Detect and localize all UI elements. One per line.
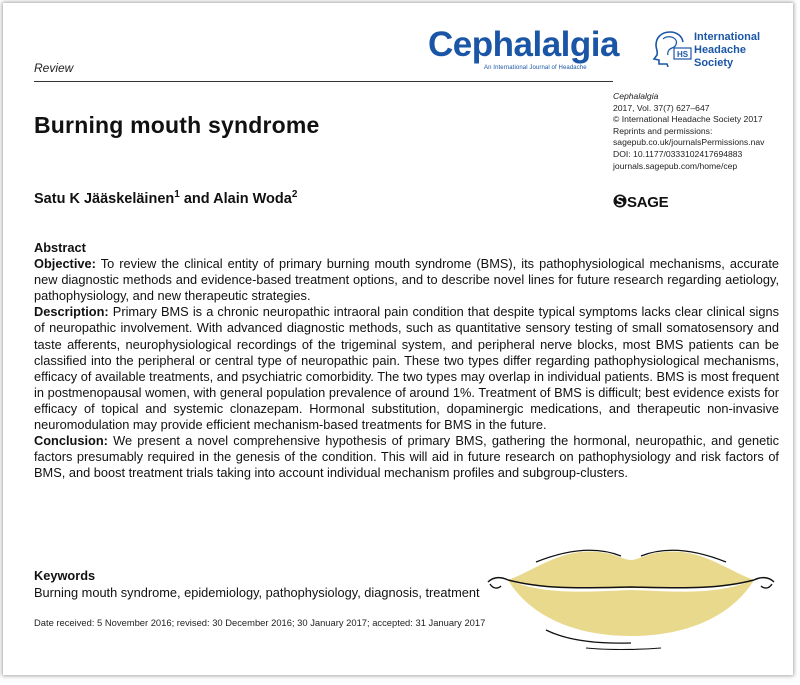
keywords-section: [34, 568, 480, 601]
abstract-heading: Abstract: [34, 240, 86, 255]
meta-volume: 2017, Vol. 37(7) 627–647: [613, 102, 710, 113]
society-line-2: Headache Society: [694, 44, 746, 69]
meta-reprints-label: Reprints and permissions:: [613, 125, 713, 136]
abstract-conclusion: [34, 433, 779, 481]
conclusion-label: Conclusion:: [34, 433, 108, 449]
lips-illustration: [486, 540, 776, 650]
journal-logo-tagline: An International Journal of Headache: [484, 65, 587, 71]
headache-society-name: [694, 31, 788, 70]
article-title: Burning mouth syndrome: [34, 112, 320, 138]
description-label: Description:: [34, 304, 109, 320]
author-name: Satu K Jääskeläinen: [34, 191, 175, 207]
society-line-1: International: [694, 31, 761, 43]
author-joiner: and: [183, 191, 210, 207]
meta-doi[interactable]: DOI: 10.1177/0333102417694883: [613, 148, 743, 159]
meta-copyright: © International Headache Society 2017: [613, 114, 763, 125]
keywords-heading: Keywords: [34, 568, 96, 583]
headache-society-logo-icon: [650, 29, 692, 67]
objective-label: Objective:: [34, 256, 96, 272]
meta-reprints-link[interactable]: sagepub.co.uk/journalsPermissions.nav: [613, 137, 765, 148]
author-affiliation: 2: [291, 189, 298, 200]
article-page: [3, 3, 793, 675]
author-list: [34, 191, 297, 207]
journal-logo-wordmark: Cephalalgia: [428, 25, 619, 64]
author-name: Alain Woda: [213, 191, 292, 207]
conclusion-text: We present a novel comprehensive hypothesis of primary BMS, gathering the hormonal, neuropathic, and genetic factors presumably required in the genesis of the condition. This will aid in future research on pathophysiology and risk factors of BMS, and boost treatment trials taking into account individual mechanism profiles and subgroup-clusters.: [34, 433, 779, 481]
article-dates: Date received: 5 November 2016; revised: 30 December 2016; 30 January 2017; accepted: 31 January 2017: [34, 617, 486, 628]
sage-logo-icon: [613, 193, 627, 209]
section-label: Review: [34, 61, 74, 75]
meta-homepage-link[interactable]: journals.sagepub.com/home/cep: [613, 160, 738, 171]
author-affiliation: 1: [174, 189, 180, 200]
abstract-objective: [34, 256, 779, 304]
journal-logo: [428, 25, 788, 85]
publisher-name: SAGE: [627, 194, 669, 211]
objective-text: To review the clinical entity of primary burning mouth syndrome (BMS), its pathophysiological mechanisms, accurate new diagnostic methods and evidence-based treatment options, and to describe novel lines for future research regarding aetiology, pathophysiology, and new therapeutic strategies.: [34, 256, 780, 304]
keywords-text: Burning mouth syndrome, epidemiology, pathophysiology, diagnosis, treatment: [34, 584, 480, 600]
svg-text:HS: HS: [676, 50, 689, 59]
description-text: Primary BMS is a chronic neuropathic intraoral pain condition that despite typical symptoms lacks clear clinical signs of neuropathic involvement. With advanced diagnostic methods, such as quantitative sensory testing of small somatosensory and taste afferents, neurophysiological recordings of the trigeminal system, and peripheral nerve blocks, most BMS patients can be classified into the peripheral or central type of neuropathic pain. These two types differ regarding pathophysiological mechanisms, efficacy of available treatments, and psychiatric comorbidity. The two types may overlap in individual patients. BMS is most frequent in postmenopausal women, with general population prevalence of around 1%. Treatment of BMS is difficult; best evidence exists for efficacy of topical and systemic clonazepam. Hormonal substitution, dopaminergic medications, and therapeutic non-invasive neuromodulation may provide efficient mechanism-based treatments for BMS in the future.: [34, 304, 779, 433]
abstract-description: [34, 304, 779, 433]
publisher-logo: [613, 193, 668, 211]
publication-meta: [613, 91, 764, 172]
meta-journal: Cephalalgia: [613, 91, 659, 101]
abstract-section: [34, 240, 779, 481]
